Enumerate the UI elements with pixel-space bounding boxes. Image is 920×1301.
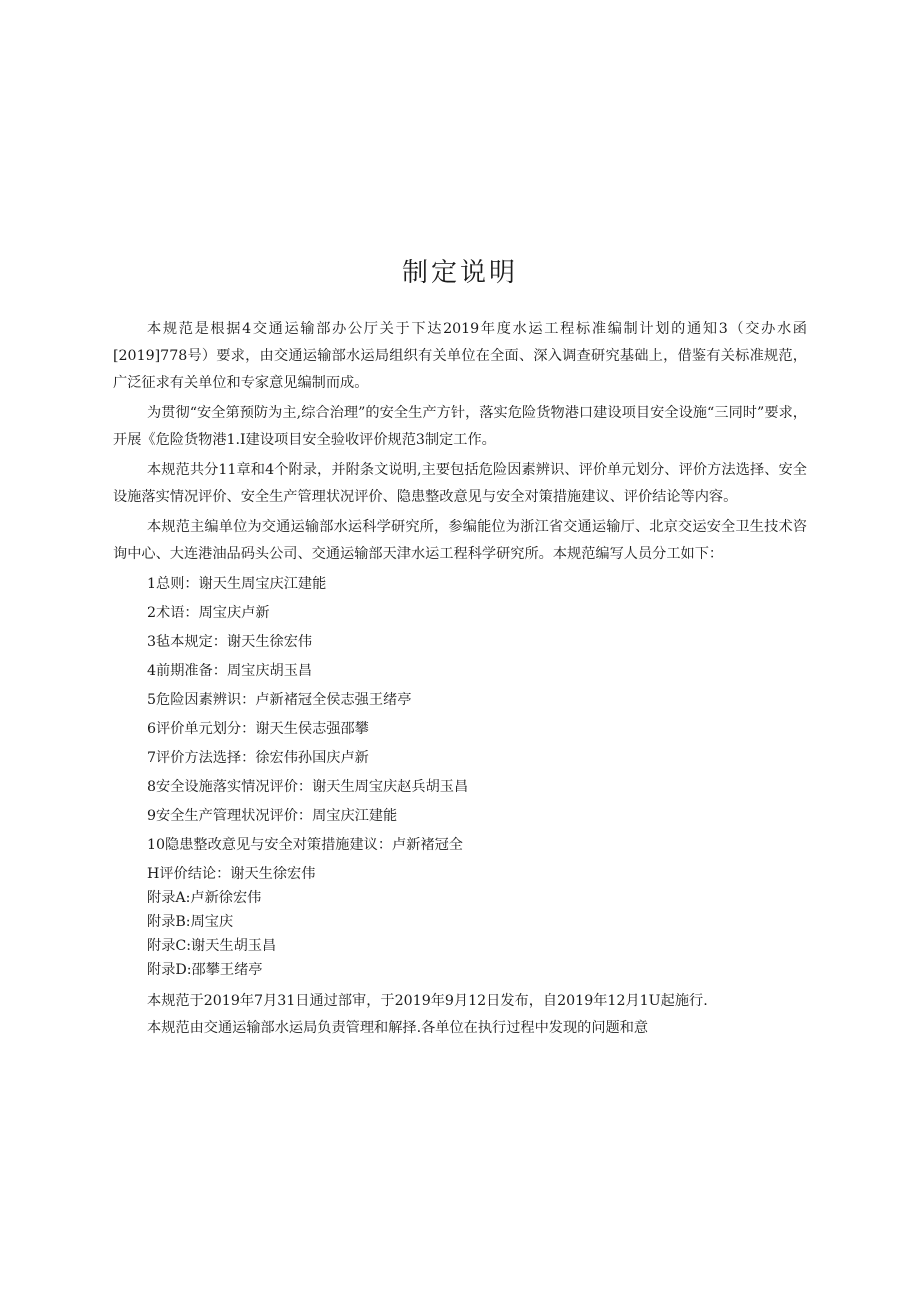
list-item: 9安全生产管理状况评价：周宝庆江建能 [147,808,398,824]
list-item: 附录C:谢天生胡玉昌 [147,938,277,954]
paragraph-scope: 本规范共分11章和4个附录，并附条文说明,主要包括危险因素辨识、评价单元划分、评价方法选择、安全设施落实情况评价、安全生产管理状况评价、隐患整改意见与安全对策措施建议、评价结论等内容。 [113,462,807,505]
list-item: 4前期准备：周宝庆胡玉昌 [147,663,313,679]
paragraph-authors: 本规范主编单位为交通运输部水运科学研究所，参编能位为浙江省交通运输厅、北京交运安全卫生技术咨询中心、大连港油品码头公司、交通运输部天津水运工程科学研究所。本规范编写人员分工如下： [113,519,807,562]
list-item: 1总则：谢天生周宝庆江建能 [147,576,327,592]
assignment-list [113,571,807,984]
list-item: H评价结论：谢天生徐宏伟 [147,866,316,882]
list-item: 7评价方法选择：徐宏伟孙国庆卢新 [147,750,369,766]
list-item: 10隐患整改意见与安全对策措施建议：卢新褚冠全 [147,837,463,853]
list-item: 附录D:邵攀王绪亭 [147,962,263,978]
list-item: 附录B:周宝庆 [147,914,234,930]
list-item: 8安全设施落实情况评价：谢天生周宝庆赵兵胡玉昌 [147,779,469,795]
paragraph-basis: 本规范是根据4交通运输部办公厅关于下达2019年度水运工程标准编制计划的通知3（交办水函[2019]778号）要求，由交通运输部水运局组织有关单位在全面、深入调查研究基础上，借鉴有关标准规范，广泛征求有关单位和专家意见编制而成。 [113,321,807,391]
list-item: 附录A:卢新徐宏伟 [147,890,262,906]
document-body [113,316,807,1042]
page-title: 制定说明 [401,258,518,288]
paragraph-purpose: 为贯彻“安全第预防为主,综合治理”的安全生产方针，落实危险货物港口建设项目安全设施“三同时”要求，开展《危险货物港1.I建设项目安全验收评价规范3制定工作。 [113,405,807,448]
list-item: 5危险因素辨识：卢新褚冠全侯志强王绪亭 [147,692,412,708]
effective-date-line: 本规范于2019年7月31日通过部审，于2019年9月12日发布，自2019年12月1U起施行. [147,993,708,1009]
management-line: 本规范由交通运输部水运局负责管理和解择.各单位在执行过程中发现的问题和意 [147,1020,649,1036]
list-item: 6评价单元划分：谢天生侯志强邵攀 [147,721,369,737]
list-item: 3毡本规定：谢天生徐宏伟 [147,634,313,650]
list-item: 2术语：周宝庆卢新 [147,605,270,621]
